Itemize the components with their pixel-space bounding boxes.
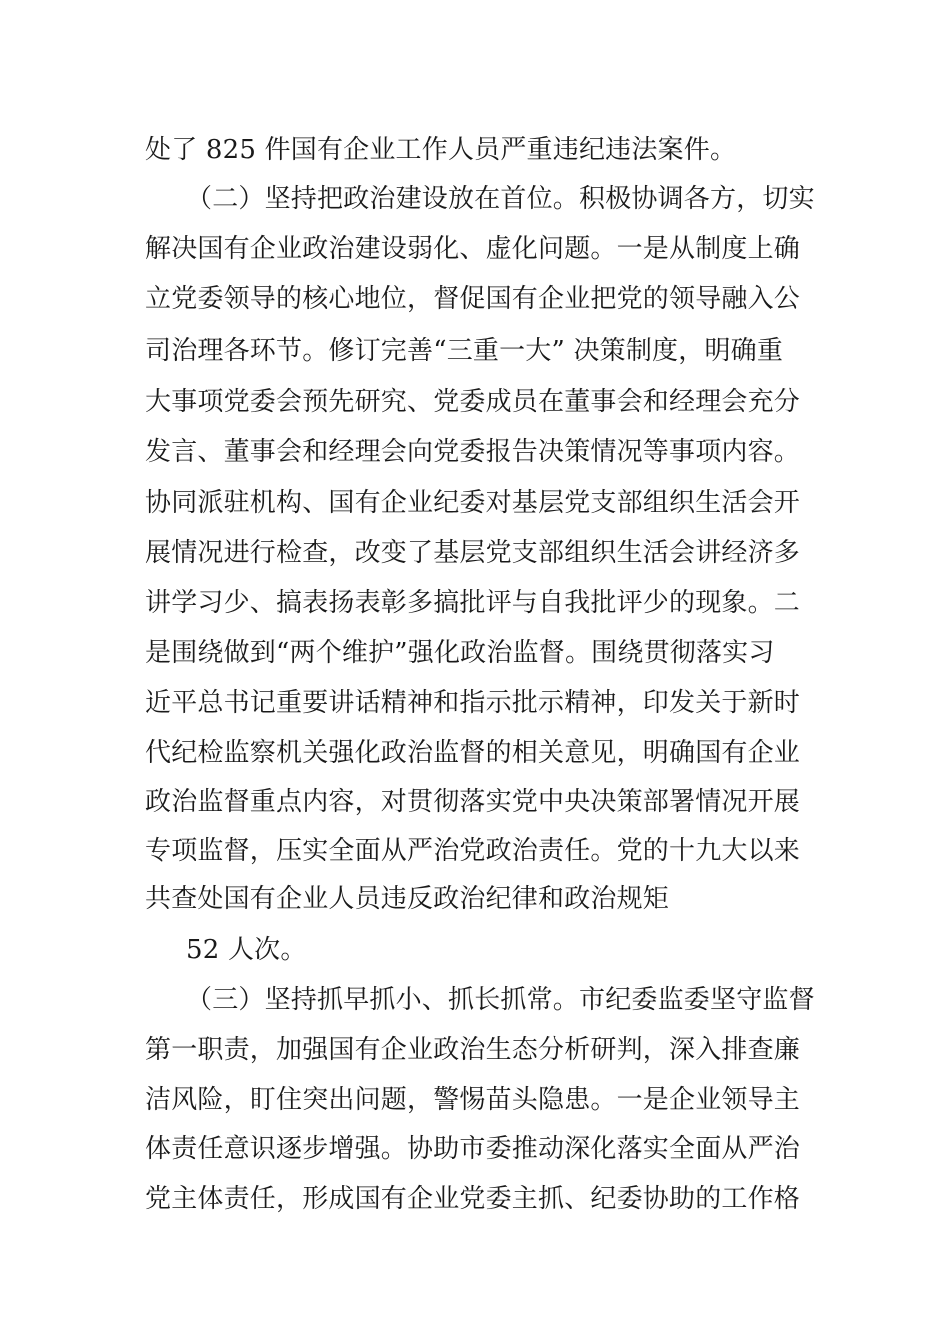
text-line: 是围绕做到“两个维护”强化政治监督。围绕贯彻落实习: [145, 638, 775, 668]
text-line: 近平总书记重要讲话精神和指示批示精神，印发关于新时: [145, 688, 801, 718]
text-line: 共查处国有企业人员违反政治纪律和政治规矩: [145, 884, 670, 914]
text-line: 党主体责任，形成国有企业党委主抓、纪委协助的工作格: [145, 1184, 801, 1214]
text-line: 52 人次。: [186, 935, 307, 965]
text-line: 司治理各环节。修订完善“三重一大” 决策制度，明确重: [145, 336, 784, 366]
text-line: 第一职责，加强国有企业政治生态分析研判，深入排查廉: [145, 1035, 801, 1065]
text-line: （三）坚持抓早抓小、抓长抓常。市纪委监委坚守监督: [186, 985, 815, 1015]
text-line: 代纪检监察机关强化政治监督的相关意见，明确国有企业: [145, 738, 801, 768]
text-line: 洁风险，盯住突出问题，警惕苗头隐患。一是企业领导主: [145, 1085, 801, 1115]
text-line: （二）坚持把政治建设放在首位。积极协调各方，切实: [186, 184, 815, 214]
text-line: 发言、董事会和经理会向党委报告决策情况等事项内容。: [145, 437, 801, 467]
text-line: 体责任意识逐步增强。协助市委推动深化落实全面从严治: [145, 1134, 801, 1164]
text-line: 处了 825 件国有企业工作人员严重违纪违法案件。: [145, 135, 737, 165]
text-line: 解决国有企业政治建设弱化、虚化问题。一是从制度上确: [145, 234, 801, 264]
text-line: 专项监督，压实全面从严治党政治责任。党的十九大以来: [145, 836, 801, 866]
text-line: 展情况进行检查，改变了基层党支部组织生活会讲经济多: [145, 538, 801, 568]
text-line: 政治监督重点内容，对贯彻落实党中央决策部署情况开展: [145, 787, 801, 817]
text-line: 讲学习少、搞表扬表彰多搞批评与自我批评少的现象。二: [145, 588, 801, 618]
text-line: 协同派驻机构、国有企业纪委对基层党支部组织生活会开: [145, 488, 801, 518]
text-line: 大事项党委会预先研究、党委成员在董事会和经理会充分: [145, 387, 801, 417]
text-line: 立党委领导的核心地位，督促国有企业把党的领导融入公: [145, 284, 801, 314]
